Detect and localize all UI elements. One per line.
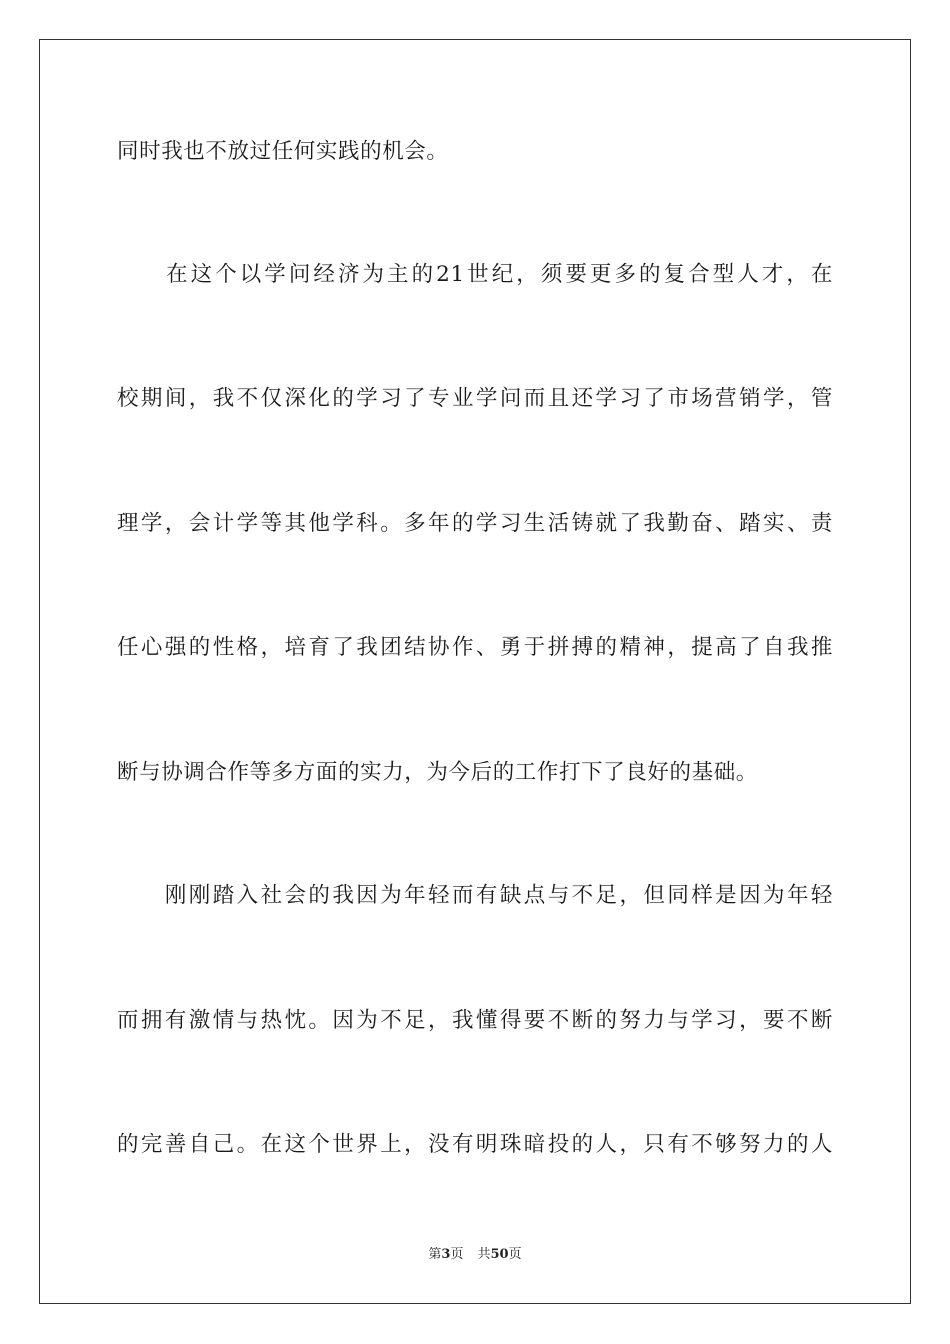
page-suffix: 页	[450, 1247, 464, 1262]
paragraph-line: 校期间，我不仅深化的学习了专业学问而且还学习了市场营销学，管	[117, 386, 833, 411]
total-suffix: 页	[508, 1247, 522, 1262]
paragraph-line: 在这个以学问经济为主的21世纪，须要更多的复合型人才，在	[117, 262, 833, 287]
paragraph-line: 刚刚踏入社会的我因为年轻而有缺点与不足，但同样是因为年轻	[117, 883, 833, 908]
total-prefix: 共	[477, 1247, 491, 1262]
paragraph-line: 断与协调合作等多方面的实力，为今后的工作打下了良好的基础。	[117, 760, 758, 785]
page-number: 3	[441, 1247, 451, 1262]
paragraph-line: 而拥有激情与热忱。因为不足，我懂得要不断的努力与学习，要不断	[117, 1008, 833, 1033]
total-pages: 50	[490, 1247, 509, 1262]
page-footer	[0, 1246, 950, 1264]
paragraph-line: 同时我也不放过任何实践的机会。	[117, 139, 449, 164]
page-border	[39, 39, 911, 1304]
page-prefix: 第	[428, 1247, 442, 1262]
paragraph-line: 任心强的性格，培育了我团结协作、勇于拼搏的精神，提高了自我推	[117, 635, 833, 660]
paragraph-line: 理学，会计学等其他学科。多年的学习生活铸就了我勤奋、踏实、责	[117, 511, 833, 536]
paragraph-line: 的完善自己。在这个世界上，没有明珠暗投的人，只有不够努力的人	[117, 1132, 833, 1157]
